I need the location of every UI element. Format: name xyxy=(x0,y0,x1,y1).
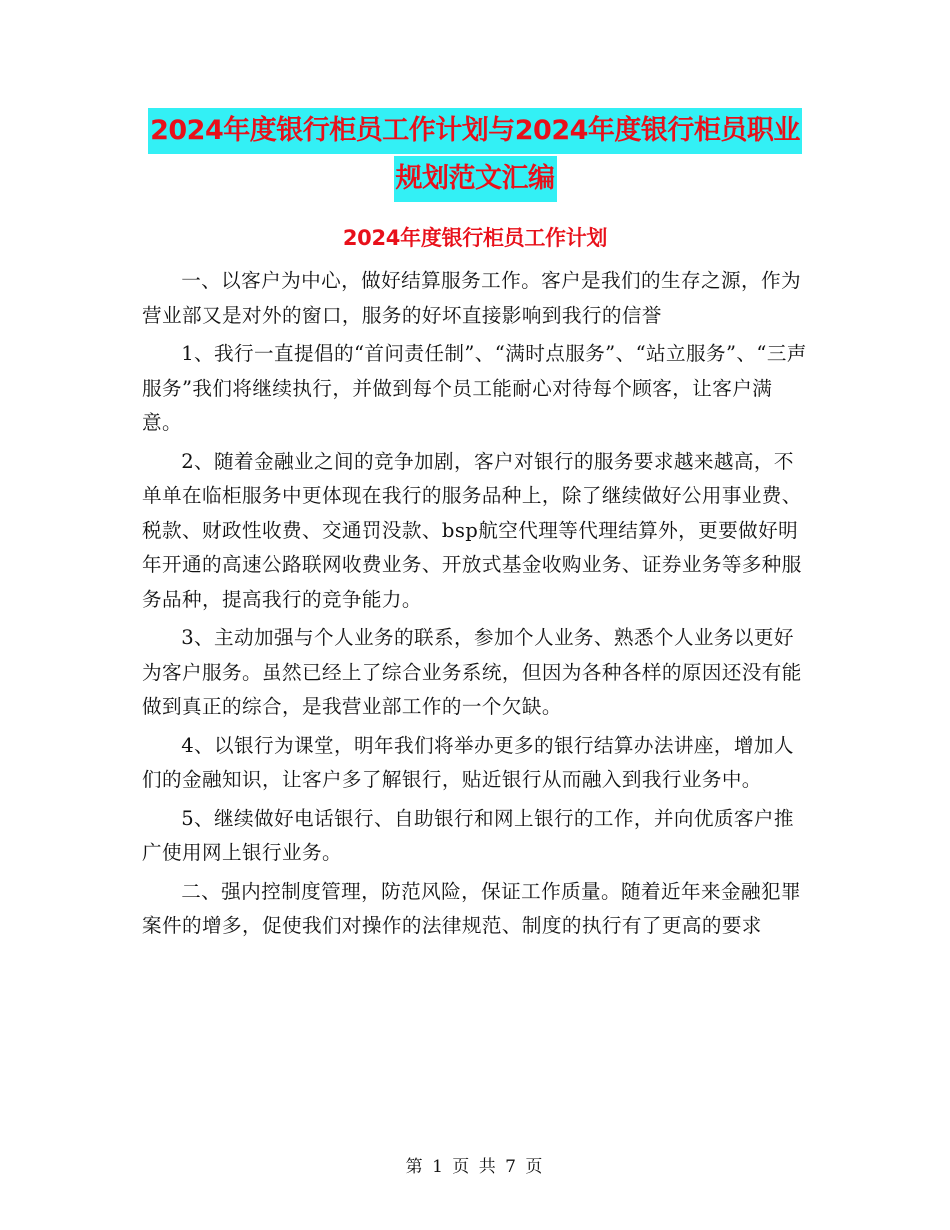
paragraph: 3、主动加强与个人业务的联系，参加个人业务、熟悉个人业务以更好为客户服务。虽然已经上了综合业务系统，但因为各种各样的原因还没有能做到真正的综合，是我营业部工作的一个欠缺。 xyxy=(142,626,802,718)
title-line-1: 2024年度银行柜员工作计划与2024年度银行柜员职业 xyxy=(148,108,802,154)
document-title xyxy=(0,108,950,202)
paragraph: 2、随着金融业之间的竞争加剧，客户对银行的服务要求越来越高，不单单在临柜服务中更体现在我行的服务品种上，除了继续做好公用事业费、税款、财政性收费、交通罚没款、bsp航空代理等代理结算外，更要做好明年开通的高速公路联网收费业务、开放式基金收购业务、证券业务等多种服务品种，提高我行的竞争能力。 xyxy=(142,449,802,611)
paragraph: 1、我行一直提倡的“首问责任制”、“满时点服务”、“站立服务”、“三声服务”我们将继续执行，并做到每个员工能耐心对待每个顾客，让客户满意。 xyxy=(142,342,807,434)
page-footer: 第 1 页 共 7 页 xyxy=(405,1157,545,1177)
section-heading: 2024年度银行柜员工作计划 xyxy=(342,226,608,250)
paragraph: 一、以客户为中心，做好结算服务工作。客户是我们的生存之源，作为营业部又是对外的窗口，服务的好坏直接影响到我行的信誉 xyxy=(142,269,801,327)
paragraph: 5、继续做好电话银行、自助银行和网上银行的工作，并向优质客户推广使用网上银行业务。 xyxy=(142,806,794,864)
title-line-2: 规划范文汇编 xyxy=(394,156,557,202)
paragraph: 二、强内控制度管理，防范风险，保证工作质量。随着近年来金融犯罪案件的增多，促使我们对操作的法律规范、制度的执行有了更高的要求 xyxy=(142,879,801,937)
paragraph: 4、以银行为课堂，明年我们将举办更多的银行结算办法讲座，增加人们的金融知识，让客户多了解银行，贴近银行从而融入到我行业务中。 xyxy=(142,733,794,791)
document-body xyxy=(142,264,812,948)
